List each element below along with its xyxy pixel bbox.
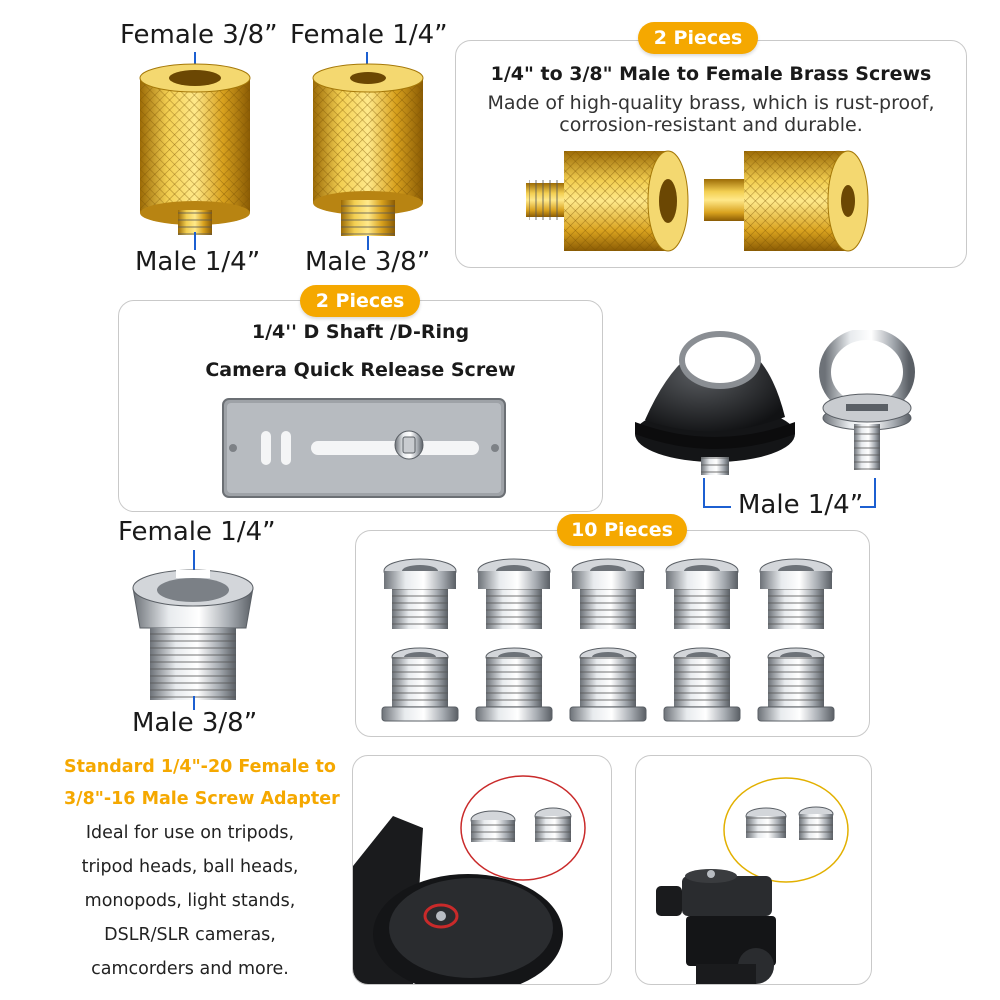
steel-adapter-thumb	[660, 555, 744, 637]
brass-panel-desc-line1: Made of high-quality brass, which is rust-proof,	[487, 92, 935, 114]
dring-panel-badge: 2 Pieces	[300, 285, 420, 317]
steel-adapter-thumb	[660, 645, 744, 727]
brass-adapter-female-1-4	[303, 60, 433, 240]
brass-screws-panel	[455, 40, 967, 268]
dring-panel-title-line2: Camera Quick Release Screw	[205, 359, 516, 381]
usage-photo-panel-1	[352, 755, 612, 985]
ten-pieces-panel	[355, 530, 870, 737]
standard-desc-line1: Ideal for use on tripods,	[85, 823, 295, 843]
standard-title-line2: 3/8"-16 Male Screw Adapter	[64, 789, 340, 809]
standard-desc-line3: monopods, light stands,	[84, 891, 296, 911]
steel-adapter-thumb	[472, 645, 556, 727]
label-female-3-8: Female 3/8”	[120, 20, 278, 50]
label-dring-male-1-4: Male 1/4”	[738, 490, 864, 520]
callout-line	[703, 478, 705, 508]
steel-adapter-thumb	[754, 645, 838, 727]
label-male-3-8: Male 3/8”	[305, 247, 431, 277]
adapter-grid	[378, 555, 848, 725]
brass-adapter-female-3-8	[130, 60, 260, 240]
callout-line	[703, 506, 731, 508]
dring-panel	[118, 300, 603, 512]
dring-mount-image	[625, 312, 805, 487]
ten-pieces-badge: 10 Pieces	[557, 514, 687, 546]
steel-adapter-thumb	[566, 645, 650, 727]
dring-screw-image	[812, 330, 922, 480]
brass-screw-image-2	[696, 141, 876, 261]
steel-adapter-thumb	[378, 555, 462, 637]
standard-desc-line4: DSLR/SLR cameras,	[104, 925, 276, 945]
label-adapter-male-3-8: Male 3/8”	[132, 708, 258, 738]
label-female-1-4: Female 1/4”	[290, 20, 448, 50]
steel-adapter-thumb	[472, 555, 556, 637]
standard-desc-line5: camcorders and more.	[91, 959, 289, 979]
steel-adapter-thumb	[754, 555, 838, 637]
steel-adapter-thumb	[566, 555, 650, 637]
usage-photo-panel-2	[635, 755, 872, 985]
label-male-1-4: Male 1/4”	[135, 247, 261, 277]
label-adapter-female-1-4: Female 1/4”	[118, 517, 276, 547]
quick-release-plate-image	[219, 393, 509, 503]
callout-line	[874, 478, 876, 508]
brass-screw-image-1	[516, 141, 696, 261]
adapter-pair	[471, 808, 571, 842]
brass-panel-title: 1/4" to 3/8" Male to Female Brass Screws	[490, 63, 932, 85]
standard-desc-line2: tripod heads, ball heads,	[81, 857, 299, 877]
brass-panel-desc-line2: corrosion-resistant and durable.	[559, 114, 863, 136]
standard-title-line1: Standard 1/4"-20 Female to	[64, 757, 336, 777]
steel-adapter-thumb	[378, 645, 462, 727]
steel-adapter-image	[128, 558, 258, 708]
dring-panel-title-line1: 1/4'' D Shaft /D-Ring	[251, 321, 470, 343]
brass-panel-badge: 2 Pieces	[638, 22, 758, 54]
